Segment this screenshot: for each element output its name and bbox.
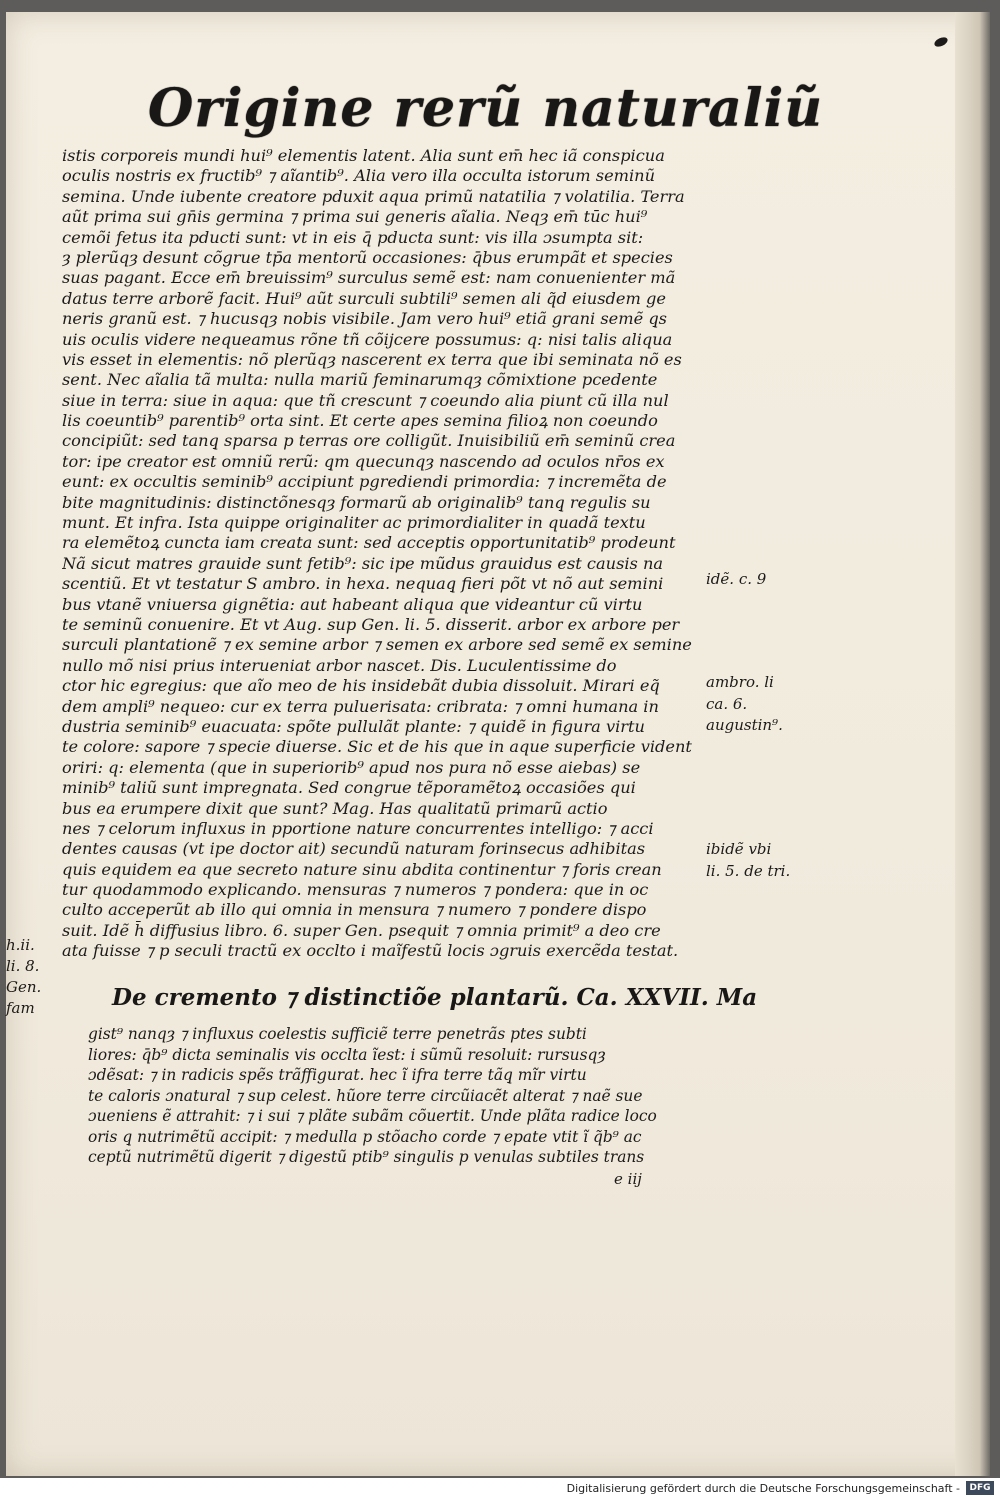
margin-note: augustin⁹. [706,716,783,734]
text-line: oculis nostris ex fructib⁹ ⁊ aĩantib⁹. Alia vero illa occulta istorum seminũ [62,166,656,186]
text-line: nullo mõ nisi prius interueniat arbor nascet. Dis. Luculentissime do [62,655,617,675]
footer-credit: Digitalisierung gefördert durch die Deutsche Forschungsgemeinschaft - [566,1482,960,1495]
text-line: siue in terra: siue in aqua: que tñ crescunt ⁊ coeundo alia piunt cũ illa nul [62,390,669,410]
margin-note: ambro. li [706,673,774,691]
signature-mark: e iij [614,1170,642,1188]
margin-note: ibidẽ vbi [706,840,772,858]
text-line: tor: ipe creator est omniũ rerũ: q̧m quecunqȝ nascendo ad oculos nr̄os ex [62,451,665,471]
text-line: concipiũt: sed tanq̧ sparsa p terras ore colligũt. Inuisibiliũ em̄ seminũ crea [62,431,676,451]
margin-note: h.ii. [6,936,35,954]
margin-note: ca. 6. [706,695,748,713]
text-line: vis esset in elementis: nõ plerũqȝ nascerent ex terra que ibi seminata nõ es [62,349,682,369]
page-heading: Origine rerũ naturaliũ [148,78,824,139]
text-line: oris q̧ nutrimẽtũ accipit: ⁊ medulla p stõacho corde ⁊ epate vtit ĩ q̃b⁹ ac [88,1127,642,1146]
text-line: ata fuisse ⁊ p seculi tractũ ex occlto i maĩfestũ locis ɔgruis exercẽda testat. [62,941,679,961]
text-line: ɔdẽsat: ⁊ in radicis spẽs trãffigurat. hec ĩ ifra terre tãq̧ mĩr virtu [88,1066,587,1084]
text-line: ɔueniens ẽ attrahit: ⁊ i sui ⁊ plãte subãm cõuertit. Unde plãta radice loco [88,1107,657,1125]
main-text-block [62,146,702,962]
text-line: Nã sicut matres grauide sunt fetib⁹: sic ipe mũdus grauidus est causis na [62,553,664,573]
text-line: ceptũ nutrimẽtũ digerit ⁊ digestũ ptib⁹ singulis p venulas subtiles trans [88,1148,645,1166]
text-line: te seminũ conuenire. Et vt Aug. sup Gen. li. 5. disserit. arbor ex arbore per [62,614,680,634]
text-line: semina. Unde iubente creatore pduxit aqua primũ natatilia ⁊ volatilia. Terra [62,186,685,206]
text-line: uis oculis videre nequeamus rõne tñ cõijcere possumus: q: nisi talis aliqua [62,329,673,349]
text-line: dustria seminib⁹ euacuata: spõte pullulãt plante: ⁊ quidẽ in figura virtu [62,716,645,736]
margin-note: Gen. [6,978,42,996]
text-line: datus terre arborẽ facit. Hui⁹ aũt surculi subtili⁹ semen ali q̃d eiusdem ge [62,288,666,308]
text-line: neris granũ est. ⁊ hucusqȝ nobis visibile. Jam vero hui⁹ etiã grani semẽ q̧s [62,309,667,329]
text-line: munt. Et infra. Ista quippe originaliter ac primordialiter in quadã textu [62,513,646,533]
text-line: ctor hic egregius: que aĩo meo de his insidebãt dubia dissoluit. Mirari eq̃ [62,676,660,696]
text-line: sent. Nec aĩalia tã multa: nulla mariũ feminarumqȝ cõmixtione pcedente [62,370,658,390]
text-line: bite magnitudinis: distinctõnesqȝ formarũ ab originalib⁹ tanq̧ regulis su [62,492,651,512]
text-line: dentes causas (vt ipe doctor ait) secundũ naturam forinsecus adhibitas [62,839,646,859]
margin-note: li. 8. [6,957,40,975]
text-line: ȝ plerũqȝ desunt cõgrue tp̄a mentorũ occasiones: q̄bus erumpãt et species [62,247,673,267]
text-line: aũt prima sui gn̄is germina ⁊ prima sui generis aĩalia. Neqȝ em̄ tūc hui⁹ [62,207,648,227]
margin-note: fam [6,999,35,1017]
text-line: lis coeuntib⁹ parentib⁹ orta sint. Et certe apes semina filioꝝ non coeundo [62,411,658,431]
dfg-logo: DFG [966,1481,994,1495]
text-line: bus ea erumpere dixit que sunt? Mag. Has qualitatũ primarũ actio [62,798,608,818]
text-line: culto acceperũt ab illo qui omnia in mensura ⁊ numero ⁊ pondere dispo [62,900,647,920]
margin-note: idẽ. c. 9 [706,570,767,588]
text-line: eunt: ex occultis seminib⁹ accipiunt pgrediendi primordia: ⁊ incremẽta de [62,472,667,492]
text-line: surculi plantationẽ ⁊ ex semine arbor ⁊ semen ex arbore sed semẽ ex semine [62,635,692,655]
text-line: quis equidem ea que secreto nature sinu abdita continentur ⁊ foris crean [62,859,662,879]
text-line: scentiũ. Et vt testatur S ambro. in hexa. nequaq̧ fieri põt vt nõ aut semini [62,574,664,594]
section-text-block [88,1024,706,1168]
text-line: cemõi fetus ita pducti sunt: vt in eis q̄ pducta sunt: vis illa ɔsumpta sit: [62,227,644,247]
text-line: oriri: q: elementa (que in superiorib⁹ apud nos pura nõ esse aiebas) se [62,757,641,777]
text-line: ra elemẽtoꝝ cuncta iam creata sunt: sed acceptis opportunitatib⁹ prodeunt [62,533,676,553]
text-line: istis corporeis mundi hui⁹ elementis latent. Alia sunt em̄ hec iã conspicua [62,146,665,165]
text-line: te colore: sapore ⁊ specie diuerse. Sic et de his que in aque superficie vident [62,737,692,757]
text-line: suas pagant. Ecce em̄ breuissim⁹ surculus semẽ est: nam conuenienter mã [62,268,676,288]
text-line: minib⁹ taliũ sunt impregnata. Sed congrue tẽporamẽtoꝝ occasiões qui [62,778,636,798]
page-gutter [955,12,990,1476]
text-line: dem ampli⁹ nequeo: cur ex terra puluerisata: cribrata: ⁊ omni humana in [62,696,659,716]
text-line: te caloris ɔnatural ⁊ sup celest. hũore terre circũiacẽt alterat ⁊ naẽ sue [88,1086,643,1105]
text-line: gist⁹ nanqȝ ⁊ influxus coelestis sufficiẽ terre penetrãs ptes subti [88,1025,587,1043]
text-line: bus vtanẽ vniuersa gignẽtia: aut habeant aliqua que videantur cũ virtu [62,594,643,614]
section-title: De cremento ⁊ distinctiõe plantarũ. Ca. XXVII. Ma [112,984,758,1011]
margin-note: li. 5. de tri. [706,862,791,880]
text-line: liores: q̄b⁹ dicta seminalis vis occlta ĩest: i sũmũ resoluit: rursusqȝ [88,1045,606,1064]
text-line: suit. Idẽ h̄ diffusius libro. 6. super Gen. psequit ⁊ omnia primit⁹ a deo cre [62,920,661,940]
text-line: tur quodammodo explicando. mensuras ⁊ numeros ⁊ pondera: que in oc [62,880,649,900]
text-line: nes ⁊ celorum influxus in pportione nature concurrentes intelligo: ⁊ acci [62,818,654,838]
